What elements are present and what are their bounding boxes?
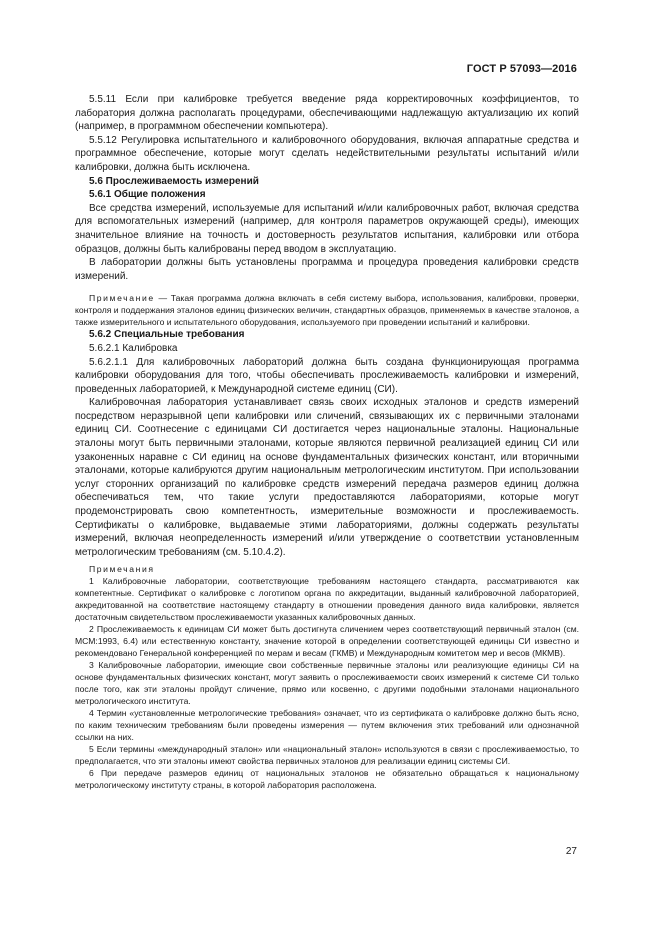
heading-5-6-2-1: 5.6.2.1 Калибровка [89, 342, 178, 354]
paragraph-5-6-1-b: В лаборатории должны быть установлены программа и процедура проведения калибровки средств измерений. [75, 257, 579, 282]
paragraph-calibration-lab: Калибровочная лаборатория устанавливает связь своих исходных эталонов и средств измерений посредством неразрывной цепи калибровки или сличений, связывающих их с первичными эталонами единиц СИ. Соотнесение с единицами СИ достигается через национальные эталоны. Национальные эталоны могут быть первичными эталонами, которые являются первичной реализацией единиц СИ или узаконенных наравне с СИ единиц на основе фундаментальных физических констант, или вторичными эталонами, которые калибруются другим национальным метрологическим институтом. При использовании услуг сторонних организаций по калибровке средств измерений передача размеров единиц должна обеспечиваться тем, что такие услуги предоставляются лабораториями, которые могут продемонстрировать свою компетентность, измерительные возможности и прослеживаемость. Сертификаты о калибровке, выдаваемые этими лабораториями, должны содержать результаты измерений, включая неопределенность измерений и/или утверждение о соответствии установленным метрологическим требованиям (см. 5.10.4.2). [75, 397, 579, 558]
heading-5-6-2: 5.6.2 Специальные требования [89, 329, 245, 341]
page-number: 27 [565, 846, 577, 857]
heading-5-6-1: 5.6.1 Общие положения [89, 189, 206, 201]
note-item: 2 Прослеживаемость к единицам СИ может быть достигнута сличением через соответствующий первичный эталон (см. МСМ:1993, 6.4) или естественную константу, значение которой в определении соответствующей единицы СИ известно и рекомендовано Генеральной конференцией по мерам и весам (ГКМВ) и Международным комитетом мер и весов (МКМВ). [75, 624, 579, 659]
paragraph-5-6-1-a: Все средства измерений, используемые для испытаний и/или калибровочных работ, включая средства для вспомогательных измерений (например, для контроля параметров окружающей среды), имеющих значительное влияние на точность и достоверность результатов испытания, калибровки или отбора образцов, должны быть калиброваны перед вводом в эксплуатацию. [75, 202, 579, 255]
notes-label: Примечания [89, 564, 155, 575]
note-item: 1 Калибровочные лаборатории, соответствующие требованиям настоящего стандарта, рассматриваются как компетентные. Сертификат о калибровке с логотипом органа по аккредитации, выданный калибровочной лабораторией, аккредитованной на соответствие настоящему стандарту в отношении проведения данного вида калибровки, является достаточным свидетельством прослеживаемости указанных калибровочных данных. [75, 576, 579, 623]
paragraph-5-5-12: 5.5.12 Регулировка испытательного и калибровочного оборудования, включая аппаратные средства и программное обеспечение, которые могут сделать недействительными результаты испытаний и/или калибровки, должна быть исключена. [75, 134, 579, 173]
note-item: 6 При передаче размеров единиц от национальных эталонов не обязательно обращаться к национальному метрологическому институту страны, в которой лаборатория расположена. [75, 768, 579, 791]
document-id-header: ГОСТ Р 57093—2016 [466, 63, 577, 75]
note-item: 5 Если термины «международный эталон» или «национальный эталон» используются в связи с прослеживаемостью, то предполагается, что эти эталоны имеют свойства первичных эталонов для реализации единиц системы СИ. [75, 744, 579, 767]
paragraph-5-5-11: 5.5.11 Если при калибровке требуется введение ряда корректировочных коэффициентов, то лаборатория должна располагать процедурами, обеспечивающими надлежащую актуализацию их копий (например, в программном обеспечении компьютера). [75, 94, 579, 133]
note-calibration-program [75, 292, 579, 328]
note-item: 4 Термин «установленные метрологические требования» означает, что из сертификата о калибровке должно быть ясно, по каким техническим требованиям были проведены измерения — путем включения этих требований или однозначной ссылки на них. [75, 708, 579, 743]
note-label: Примечание [89, 293, 155, 304]
heading-5-6: 5.6 Прослеживаемость измерений [89, 175, 259, 187]
note-text: — Такая программа должна включать в себя систему выбора, использования, калибровки, проверки, контроля и поддержания эталонов единиц физических величин, стандартных образцов, применяемых в качестве эталонов, а также измерительного и испытательного оборудования, используемого при проведении испытаний и калибровки. [75, 293, 579, 328]
note-item: 3 Калибровочные лаборатории, имеющие свои собственные первичные эталоны или реализующие единицы СИ на основе фундаментальных физических констант, могут заявить о прослеживаемости своих измерений к системе СИ только после того, как эти эталоны пройдут сличение, прямо или косвенно, с другими подобными эталонами национального метрологического института. [75, 660, 579, 707]
paragraph-5-6-2-1-1: 5.6.2.1.1 Для калибровочных лабораторий должна быть создана функционирующая программа калибровки оборудования для того, чтобы обеспечивать прослеживаемость калибровки и измерений, проведенных лабораторией, к Международной системе единиц (СИ). [75, 356, 579, 395]
page-content [75, 93, 579, 791]
